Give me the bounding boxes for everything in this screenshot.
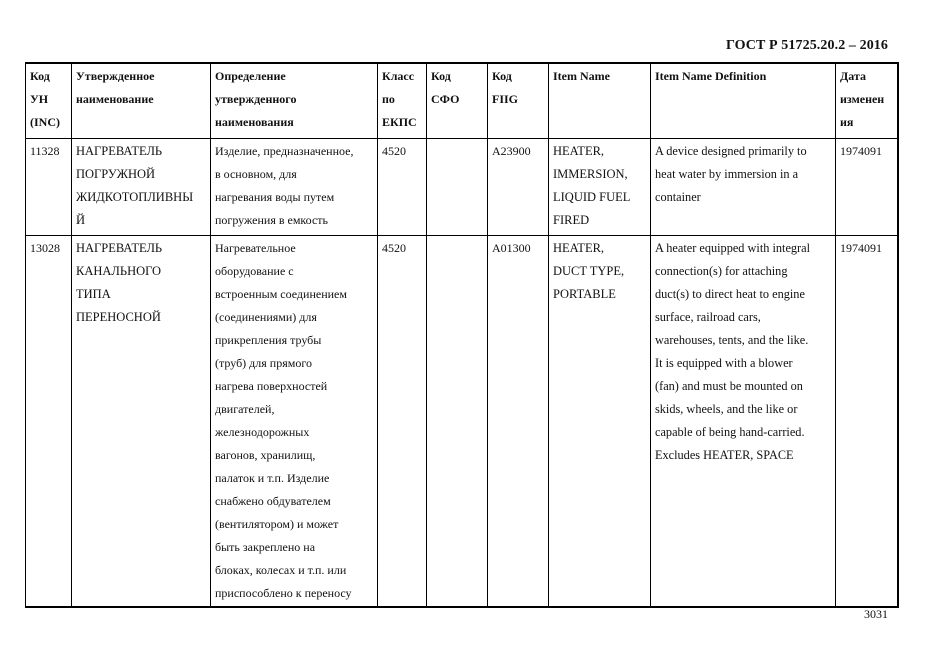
cell-item-name: HEATER, IMMERSION, LIQUID FUEL FIRED [549, 139, 651, 236]
document-standard-title: ГОСТ Р 51725.20.2 – 2016 [725, 38, 888, 53]
header-approved-name: Утвержденное наименование [72, 63, 211, 139]
cell-approved-name: НАГРЕВАТЕЛЬ КАНАЛЬНОГО ТИПА ПЕРЕНОСНОЙ [72, 236, 211, 608]
cell-class: 4520 [378, 236, 427, 608]
cell-change-date: 1974091 [836, 139, 898, 236]
cell-item-name-definition: A device designed primarily to heat water by immersion in a container [651, 139, 836, 236]
cell-fiig: A01300 [488, 236, 549, 608]
header-change-date: Дата изменен ия [836, 63, 898, 139]
cell-sfo [427, 139, 488, 236]
header-item-name-definition: Item Name Definition [651, 63, 836, 139]
cell-sfo [427, 236, 488, 608]
header-definition: Определение утвержденного наименования [211, 63, 378, 139]
table-row [26, 236, 898, 608]
cell-class: 4520 [378, 139, 427, 236]
header-fiig: Код FIIG [488, 63, 549, 139]
catalog-table [25, 62, 899, 608]
cell-item-name: HEATER, DUCT TYPE, PORTABLE [549, 236, 651, 608]
header-sfo: Код СФО [427, 63, 488, 139]
cell-inc: 13028 [26, 236, 72, 608]
cell-fiig: A23900 [488, 139, 549, 236]
cell-definition: Нагревательное оборудование с встроенным соединением (соединениями) для прикрепления трубы (труб) для прямого нагрева поверхностей двигателей, железнодорожных вагонов, хранилищ, палаток и т.п. Изделие снабжено обдувателем (вентилятором) и может быть закреплено на блоках, колесах и т.п. или приспособлено к переносу [211, 236, 378, 608]
header-item-name: Item Name [549, 63, 651, 139]
table-header-row [26, 63, 898, 139]
header-class: Класс по ЕКПС [378, 63, 427, 139]
cell-approved-name: НАГРЕВАТЕЛЬ ПОГРУЖНОЙ ЖИДКОТОПЛИВНЫ Й [72, 139, 211, 236]
page-number: 3031 [864, 607, 888, 621]
cell-change-date: 1974091 [836, 236, 898, 608]
header-inc: Код УН (INC) [26, 63, 72, 139]
cell-inc: 11328 [26, 139, 72, 236]
cell-item-name-definition: A heater equipped with integral connection(s) for attaching duct(s) to direct heat to engine surface, railroad cars, warehouses, tents, and the like. It is equipped with a blower (fan) and must be mounted on skids, wheels, and the like or capable of being hand-carried. Excludes HEATER, SPACE [651, 236, 836, 608]
cell-definition: Изделие, предназначенное, в основном, для нагревания воды путем погружения в емкость [211, 139, 378, 236]
table-row [26, 139, 898, 236]
